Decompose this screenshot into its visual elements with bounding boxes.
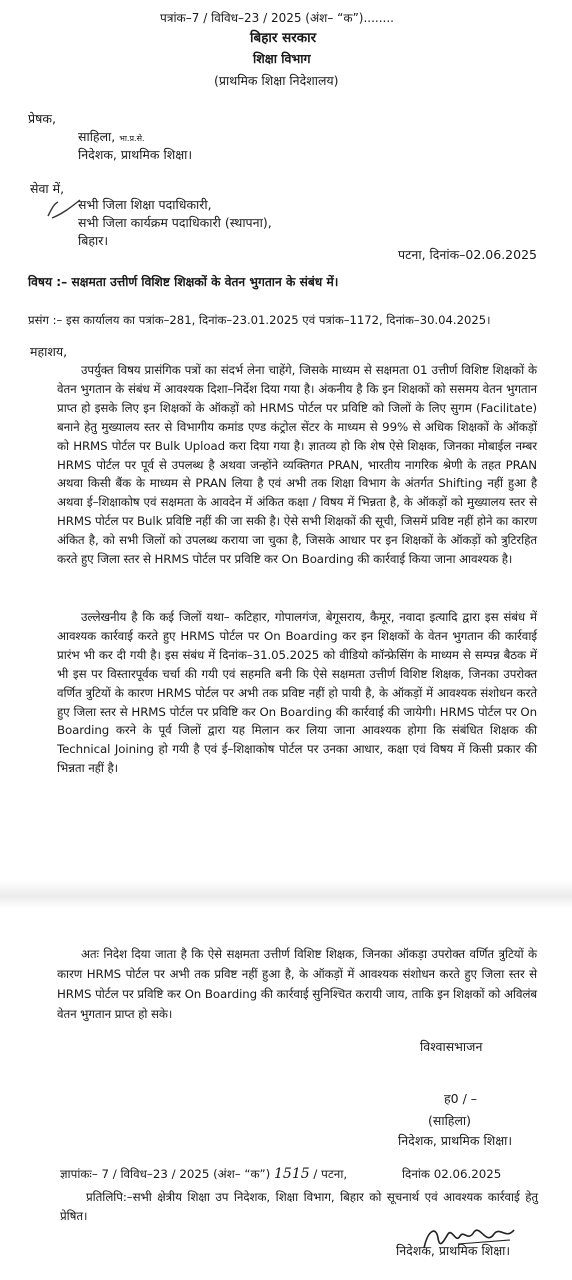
subject-line: विषय :– सक्षमता उत्तीर्ण विशिष्ट शिक्षकों के वेतन भुगतान के संबंध में। (28, 275, 339, 289)
final-designation: निदेशक, प्राथमिक शिक्षा। (396, 1243, 511, 1258)
directorate-name: (प्राथमिक शिक्षा निदेशालय) (214, 73, 339, 88)
signature-designation: निदेशक, प्राथमिक शिक्षा। (398, 1133, 513, 1148)
recipient-line-2: सभी जिला कार्यक्रम पदाधिकारी (स्थापना), (78, 215, 272, 230)
government-name: बिहार सरकार (250, 30, 317, 46)
signature-sd: ह0 / – (444, 1091, 477, 1106)
copy-line: प्रतिलिपि:–सभी क्षेत्रीय शिक्षा उप निदेशक, शिक्षा विभाग, बिहार को सूचनार्थ एवं आवश्यक कार्रवाई हेतु प्रेषित। (60, 1190, 538, 1223)
memo-date: दिनांक 02.06.2025 (402, 1167, 502, 1181)
recipient-line-3: बिहार। (78, 233, 109, 248)
place-date: पटना, दिनांक–02.06.2025 (398, 247, 537, 262)
closing-text: विश्वासभाजन (420, 1039, 483, 1054)
sender-designation: निदेशक, प्राथमिक शिक्षा। (78, 147, 193, 162)
page-gap (0, 880, 572, 908)
memo-line: ज्ञापांकः– 7 / विविध–23 / 2025 (अंश– “क”) 1515 / पटना, (60, 1166, 348, 1182)
reference-line: प्रसंग :– इस कार्यालय का पत्रांक–281, दिनांक–23.01.2025 एवं पत्रांक–1172, दिनांक–30.04.2025। (28, 313, 491, 327)
recipient-label: सेवा में, (30, 181, 65, 196)
body-paragraph-3: अतः निदेश दिया जाता है कि ऐसे सक्षमता उत्तीर्ण विशिष्ट शिक्षक, जिनका ऑकड़ा उपरोक्त वर्णित त्रुटियों के कारण HRMS पोर्टल पर अभी तक प्रविष्ट नहीं हुआ है, के ऑकड़ों में आवश्यक संशोधन करते हुए जिला स्तर से HRMS पोर्टल पर प्रविष्टि कर On Boarding की कार्रवाई सुनिश्चित करायी जाय, ताकि इन शिक्षकों को अविलंब वेतन भुगतान प्राप्त हो सके। (57, 947, 537, 1021)
letter-number: पत्रांक–7 / विविध–23 / 2025 (अंश– “क”)........ (160, 11, 394, 25)
signature-name: (साहिला) (428, 1113, 472, 1128)
recipient-line-1: सभी जिला शिक्षा पदाधिकारी, (78, 197, 212, 212)
handwritten-mark-icon (44, 196, 84, 222)
department-name: शिक्षा विभाग (253, 51, 311, 66)
sender-label: प्रेषक, (28, 111, 56, 126)
body-paragraph-2: उल्लेखनीय है कि कई जिलों यथा– कटिहार, गोपालगंज, बेगूसराय, कैमूर, नवादा इत्यादि द्वारा इस संबंध में आवश्यक कार्रवाई करते हुए HRMS पोर्टल पर On Boarding कर इन शिक्षकों के वेतन भुगतान की कार्रवाई प्रारंभ भी कर दी गयी है। इस संबंध में दिनांक–31.05.2025 को वीडियो कॉन्फ्रेसिंग के माध्यम से सम्पन्न बैठक में भी इस पर विस्तारपूर्वक चर्चा की गयी एवं सहमति बनी कि ऐसे सक्षमता उत्तीर्ण विशिष्ट शिक्षक, जिनका उपरोक्त वर्णित त्रुटियों के कारण HRMS पोर्टल पर अभी तक प्रविष्ट नहीं हो पायी है, के ऑकड़ों में आवश्यक संशोधन करते हुए जिला स्तर से HRMS पोर्टल पर प्रविष्टि कर On Boarding की कार्रवाई की जायेगी। HRMS पोर्टल पर On Boarding करने के पूर्व जिलों द्वारा यह मिलान कर लिया जाना आवश्यक होगा कि संबंधित शिक्षक की Technical Joining हो गयी है एवं ई–शिक्षाकोष पोर्टल पर उनका आधार, कक्षा एवं विषय में किसी प्रकार की भिन्नता नहीं है। (57, 610, 537, 776)
body-paragraph-1: उपर्युक्त विषय प्रासंगिक पत्रों का संदर्भ लेना चाहेंगे, जिसके माध्यम से सक्षमता 01 उत्तीर्ण विशिष्ट शिक्षकों के वेतन भुगतान के संबंध में आवश्यक दिशा–निर्देश दिया गया है। अंकनीय है कि इन शिक्षकों को ससमय वेतन भुगतान प्राप्त हो इसके लिए इन शिक्षकों के ऑकड़ों को HRMS पोर्टल पर प्रविष्टि को जिलों के लिए सुगम (Facilitate) बनाने हेतु मुख्यालय स्तर से विभागीय कमांड एण्ड कंट्रोल सेंटर के माध्यम से 99% से अधिक शिक्षकों के ऑकड़ों को HRMS पोर्टल पर Bulk Upload करा दिया गया है। ज्ञातव्य हो कि शेष ऐसे शिक्षक, जिनका मोबाईल नम्बर HRMS पोर्टल पर पूर्व से उपलब्ध है अथवा जन्होंने व्यक्तिगत PRAN, भारतीय नागरिक श्रेणी के तहत PRAN अथवा किसी बैंक के माध्यम से PRAN लिया है एवं अभी तक शिक्षा विभाग के अंतर्गत Shifting नहीं हुआ है अथवा ई–शिक्षाकोष एवं सक्षमता के आवदेन में अंकित कक्षा / विषय में भिन्नता है, के ऑकड़ों को मुख्यालय स्तर से HRMS पोर्टल पर Bulk प्रविष्टि नहीं की जा सकी है। ऐसे सभी शिक्षकों की सूची, जिसमें प्रविष्ट नहीं होने का कारण अंकित है, को सभी जिलों को उपलब्ध कराया जा चुका है, जिसके आधार पर इन शिक्षकों के ऑकड़ों को त्रुटिरहित करते हुए जिला स्तर से HRMS पोर्टल पर प्रविष्टि कर On Boarding की कार्रवाई किया जाना आवश्यक है। (57, 363, 537, 567)
sender-name: साहिला, भा.प्र.से. (78, 129, 145, 144)
salutation: महाशय, (30, 344, 68, 359)
